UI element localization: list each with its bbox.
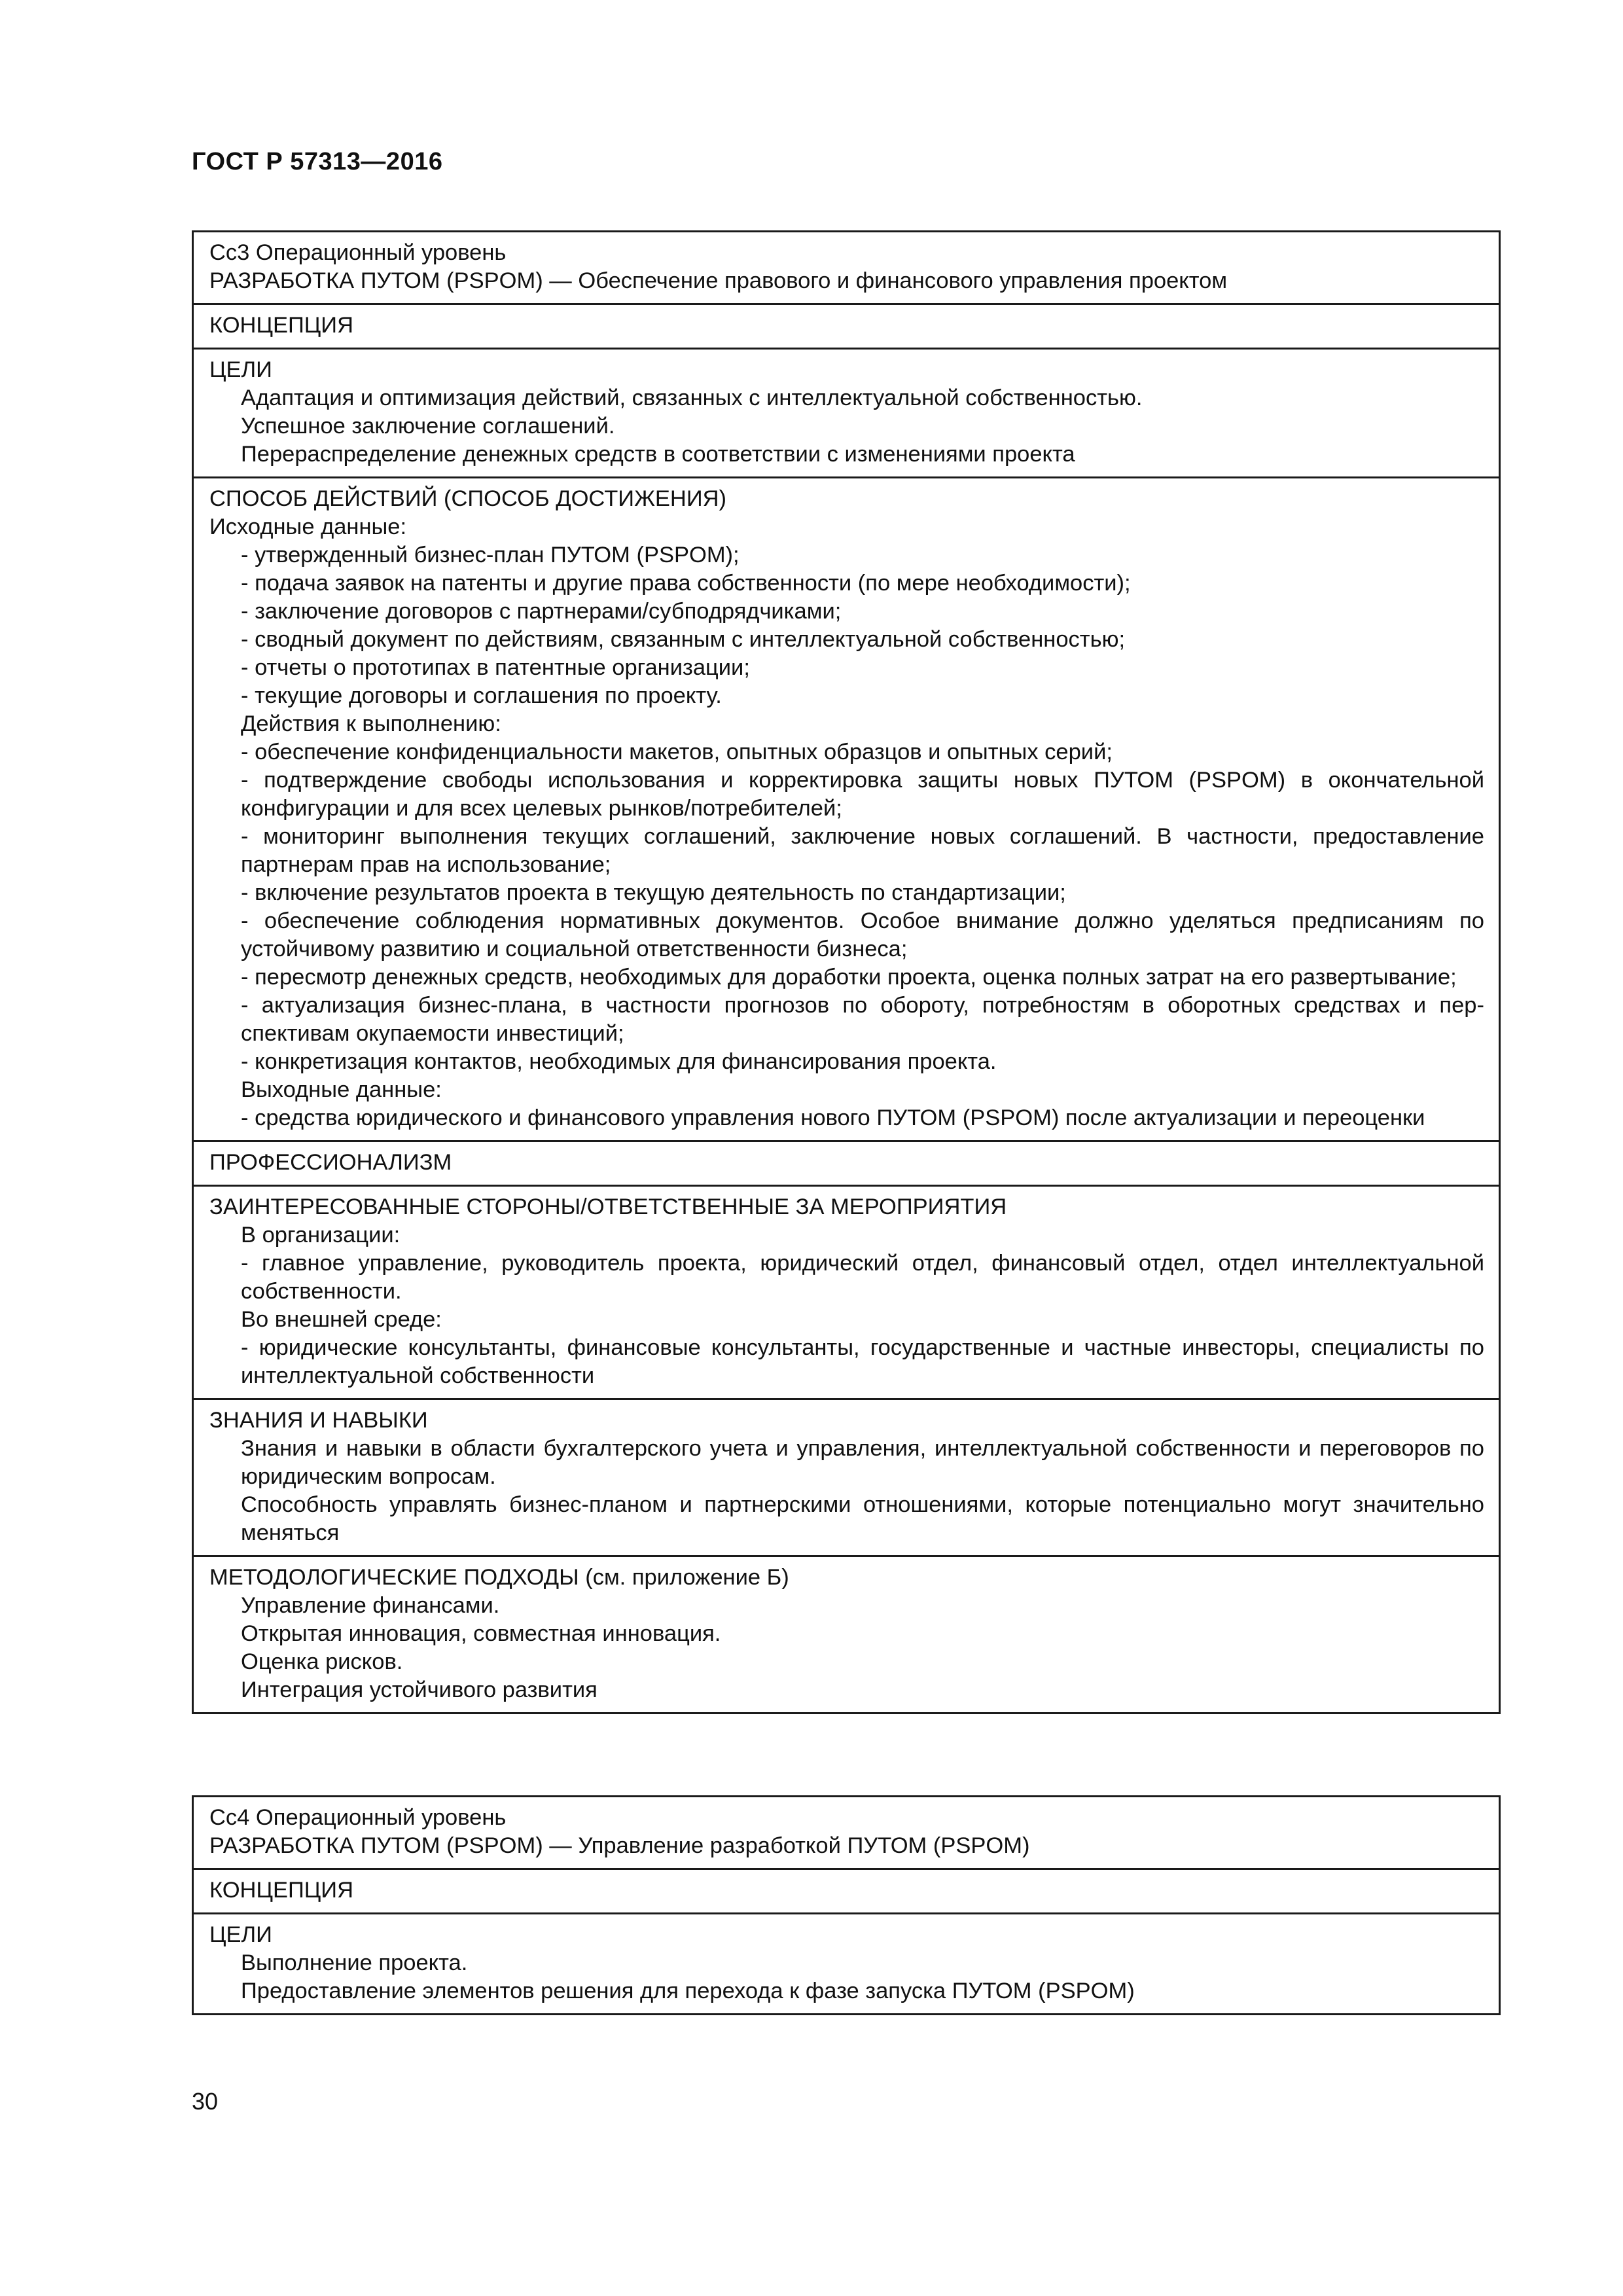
goal-item: Адаптация и оптимизация действий, связанных с интеллектуальной собственностью. bbox=[241, 386, 1143, 410]
page-number: 30 bbox=[192, 2088, 219, 2115]
external-label: Во внешней среде: bbox=[241, 1307, 442, 1332]
table-cc4 bbox=[192, 1795, 1501, 2015]
input-item: - сводный документ по действиям, связанным с интеллектуальной собственностью; bbox=[241, 627, 1126, 652]
action-item: - подтверждение свободы использования и корректировка защиты новых ПУТОМ (PSPOM) в окончательной конфигурации и для всех целевых рынков/потребителей; bbox=[241, 768, 1484, 821]
action-item: - обеспечение соблюдения нормативных документов. Особое внимание должно уделяться предписаниям по устойчивому развитию и социальной ответственности бизнеса; bbox=[241, 908, 1484, 961]
concept-heading: КОНЦЕПЦИЯ bbox=[209, 313, 354, 338]
input-item: - утвержденный бизнес-план ПУТОМ (PSPOM); bbox=[241, 543, 740, 567]
goals-heading: ЦЕЛИ bbox=[209, 1922, 272, 1947]
input-item: - отчеты о прототипах в патентные организации; bbox=[241, 655, 750, 680]
cell-level-title bbox=[194, 232, 1499, 303]
action-item: - обеспечение конфиденциальности макетов, опытных образцов и опытных серий; bbox=[241, 740, 1113, 764]
action-item: - конкретизация контактов, необходимых для финансирования проекта. bbox=[241, 1049, 997, 1074]
skill-item: Знания и навыки в области бухгалтерского учета и управления, интеллектуальной собственности и переговоров по юридическим вопросам. bbox=[241, 1436, 1484, 1489]
goal-item: Предоставление элементов решения для перехода к фазе запуска ПУТОМ (PSPOM) bbox=[241, 1979, 1135, 2003]
action-item: - включение результатов проекта в текущую деятельность по стандартизации; bbox=[241, 880, 1066, 905]
actions-label: Действия к выполнению: bbox=[241, 711, 501, 736]
methodology-heading: МЕТОДОЛОГИЧЕСКИЕ ПОДХОДЫ (см. приложение Б) bbox=[209, 1565, 789, 1590]
goals-heading: ЦЕЛИ bbox=[209, 357, 272, 382]
concept-heading: КОНЦЕПЦИЯ bbox=[209, 1878, 354, 1903]
skill-item: Способность управлять бизнес-планом и партнерскими отношениями, которые потенциально могут значительно меняться bbox=[241, 1492, 1484, 1545]
document-designation: ГОСТ Р 57313—2016 bbox=[192, 148, 443, 175]
action-item: - актуализация бизнес-плана, в частности прогнозов по обороту, потребностям в оборотных средствах и перспективам окупаемости инвестиций; bbox=[241, 993, 1484, 1046]
skills-heading: ЗНАНИЯ И НАВЫКИ bbox=[209, 1408, 428, 1433]
cell-goals bbox=[194, 1912, 1499, 2013]
input-label: Исходные данные: bbox=[209, 514, 407, 539]
action-item: - мониторинг выполнения текущих соглашений, заключение новых соглашений. В частности, предоставление партнерам прав на использование; bbox=[241, 824, 1484, 877]
section-title: РАЗРАБОТКА ПУТОМ (PSPOM) — Обеспечение правового и финансового управления проектом bbox=[209, 268, 1228, 293]
methodology-item: Интеграция устойчивого развития bbox=[241, 1677, 597, 1702]
internal-label: В организации: bbox=[241, 1223, 401, 1247]
goal-item: Успешное заключение соглашений. bbox=[241, 414, 615, 439]
cell-concept bbox=[194, 303, 1499, 348]
methodology-item: Управление финансами. bbox=[241, 1593, 500, 1618]
cell-concept bbox=[194, 1868, 1499, 1912]
methodology-item: Открытая инновация, совместная инновация. bbox=[241, 1621, 721, 1646]
cell-skills bbox=[194, 1398, 1499, 1555]
stakeholders-heading: ЗАИНТЕРЕСОВАННЫЕ СТОРОНЫ/ОТВЕТСТВЕННЫЕ ЗА МЕРОПРИЯТИЯ bbox=[209, 1194, 1007, 1219]
cell-goals bbox=[194, 348, 1499, 476]
level-label: Сс3 Операционный уровень bbox=[209, 240, 507, 265]
section-title: РАЗРАБОТКА ПУТОМ (PSPOM) — Управление разработкой ПУТОМ (PSPOM) bbox=[209, 1833, 1030, 1858]
goal-item: Выполнение проекта. bbox=[241, 1950, 468, 1975]
goal-item: Перераспределение денежных средств в соответствии с изменениями проекта bbox=[241, 442, 1075, 467]
input-item: - заключение договоров с партнерами/субподрядчиками; bbox=[241, 599, 842, 624]
table-cc3 bbox=[192, 230, 1501, 1714]
internal-item: - главное управление, руководитель проекта, юридический отдел, финансовый отдел, отдел интеллектуальной собственности. bbox=[241, 1251, 1484, 1304]
input-item: - подача заявок на патенты и другие права собственности (по мере необходимости); bbox=[241, 571, 1131, 596]
output-item: - средства юридического и финансового управления нового ПУТОМ (PSPOM) после актуализации и переоценки bbox=[241, 1105, 1425, 1130]
external-item: - юридические консультанты, финансовые консультанты, государственные и частные инвесторы, специалисты по интеллектуальной собственности bbox=[241, 1335, 1484, 1388]
output-label: Выходные данные: bbox=[241, 1077, 442, 1102]
input-item: - текущие договоры и соглашения по проекту. bbox=[241, 683, 722, 708]
cell-method bbox=[194, 476, 1499, 1140]
cell-stakeholders bbox=[194, 1185, 1499, 1398]
cell-methodology bbox=[194, 1555, 1499, 1712]
cell-level-title bbox=[194, 1797, 1499, 1868]
professionalism-heading: ПРОФЕССИОНАЛИЗМ bbox=[209, 1150, 452, 1175]
cell-professionalism bbox=[194, 1140, 1499, 1185]
method-heading: СПОСОБ ДЕЙСТВИЙ (СПОСОБ ДОСТИЖЕНИЯ) bbox=[209, 486, 727, 511]
methodology-item: Оценка рисков. bbox=[241, 1649, 403, 1674]
action-item: - пересмотр денежных средств, необходимых для доработки проекта, оценка полных затрат на его развертывание; bbox=[241, 965, 1457, 990]
level-label: Сс4 Операционный уровень bbox=[209, 1805, 507, 1830]
